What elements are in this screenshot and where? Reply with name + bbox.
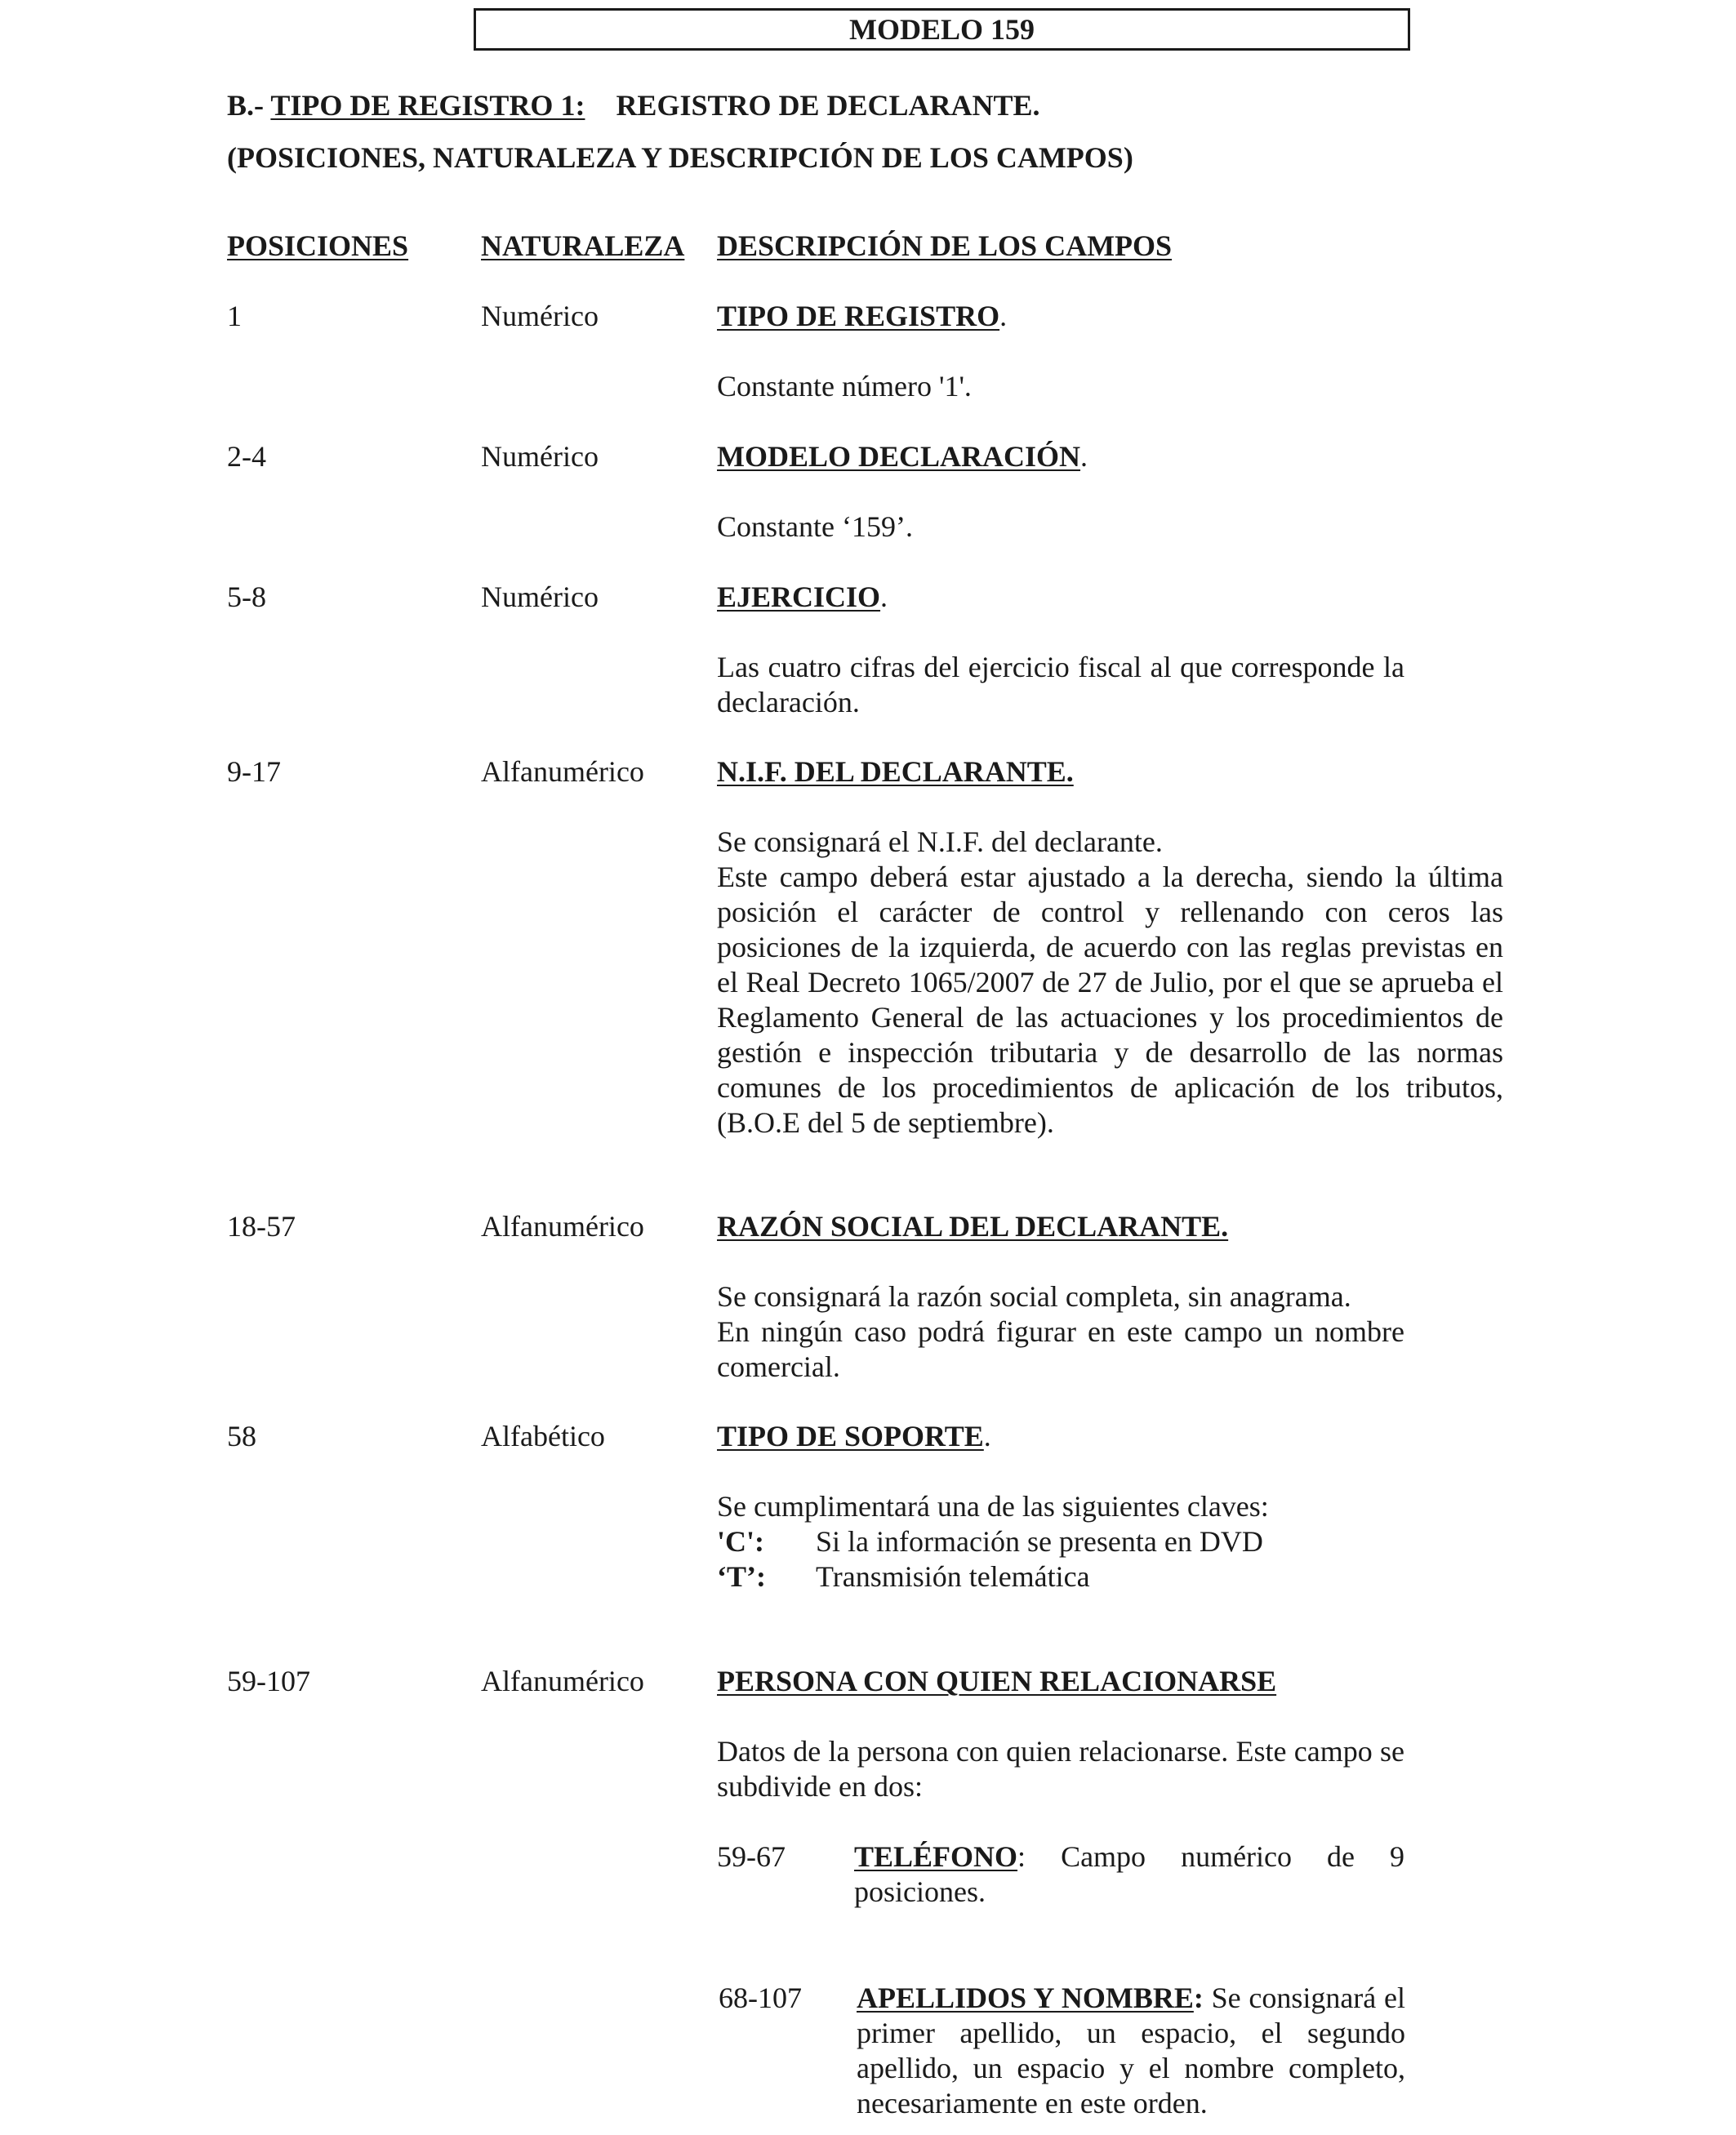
subfield-position: 59-67 [717,1840,786,1873]
column-header-description: DESCRIPCIÓN DE LOS CAMPOS [717,229,1173,262]
field-description: Datos de la persona con quien relacionarse. Este campo se subdivide en dos: [717,1735,1404,1803]
field-nature: Numérico [481,300,599,332]
field-description: Constante ‘159’. [717,510,913,543]
field-position: 9-17 [227,755,281,788]
key-description: Transmisión telemática [816,1560,1090,1593]
field-nature: Alfanumérico [481,1210,644,1243]
field-nature: Numérico [481,580,599,613]
section-record-type: TIPO DE REGISTRO 1: [270,89,585,122]
field-title: TIPO DE REGISTRO. [717,300,1008,332]
field-position: 2-4 [227,440,266,473]
section-title [227,88,1040,123]
subfield-description: TELÉFONO: Campo numérico de 9 posiciones. [854,1840,1404,1908]
field-description: Constante número '1'. [717,370,972,403]
field-nature: Alfanumérico [481,1665,644,1697]
field-title: PERSONA CON QUIEN RELACIONARSE [717,1665,1277,1697]
field-nature: Numérico [481,440,599,473]
field-description: Se cumplimentará una de las siguientes claves: [717,1490,1269,1523]
key-code: 'C': [717,1525,764,1558]
field-nature: Alfabético [481,1420,605,1452]
field-title: N.I.F. DEL DECLARANTE. [717,755,1074,788]
field-description: Se consignará la razón social completa, sin anagrama. [717,1280,1351,1313]
field-title: RAZÓN SOCIAL DEL DECLARANTE. [717,1210,1229,1243]
section-subtitle: (POSICIONES, NATURALEZA Y DESCRIPCIÓN DE LOS CAMPOS) [227,141,1133,174]
field-description: Se consignará el N.I.F. del declarante. [717,825,1163,858]
field-position: 59-107 [227,1665,310,1697]
field-description: Las cuatro cifras del ejercicio fiscal al que corresponde la declaración. [717,651,1404,718]
field-title: EJERCICIO. [717,580,888,613]
model-title-box [474,8,1410,51]
field-description-detail: Este campo deberá estar ajustado a la derecha, siendo la última posición el carácter de control y rellenando con ceros las posiciones de la izquierda, de acuerdo con las reglas previstas en el Real Decreto 1065/2007 de 27 de Julio, por el que se aprueba el Reglamento General de las actuaciones y los procedimientos de gestión e inspección tributaria y de desarrollo de las normas comunes de los procedimientos de aplicación de los tributos, (B.O.E del 5 de septiembre). [717,861,1503,1139]
section-prefix: B.- [227,89,271,122]
model-title: MODELO 159 [848,13,1035,46]
key-code: ‘T’: [717,1560,766,1593]
field-title: TIPO DE SOPORTE. [717,1420,991,1452]
field-title: MODELO DECLARACIÓN. [717,440,1088,473]
field-description-detail: En ningún caso podrá figurar en este campo un nombre comercial. [717,1315,1404,1383]
column-header-nature: NATURALEZA [481,229,685,262]
key-description: Si la información se presenta en DVD [816,1525,1263,1558]
subfield-position: 68-107 [719,1982,802,2014]
field-nature: Alfanumérico [481,755,644,788]
section-record-name: REGISTRO DE DECLARANTE. [616,89,1040,122]
field-position: 1 [227,300,242,332]
field-position: 18-57 [227,1210,296,1243]
column-header-positions: POSICIONES [227,229,409,262]
field-position: 58 [227,1420,256,1452]
subfield-description: APELLIDOS Y NOMBRE: Se consignará el primer apellido, un espacio, el segundo apellido, un espacio y el nombre completo, necesariamente en este orden. [857,1982,1405,2119]
field-position: 5-8 [227,580,266,613]
